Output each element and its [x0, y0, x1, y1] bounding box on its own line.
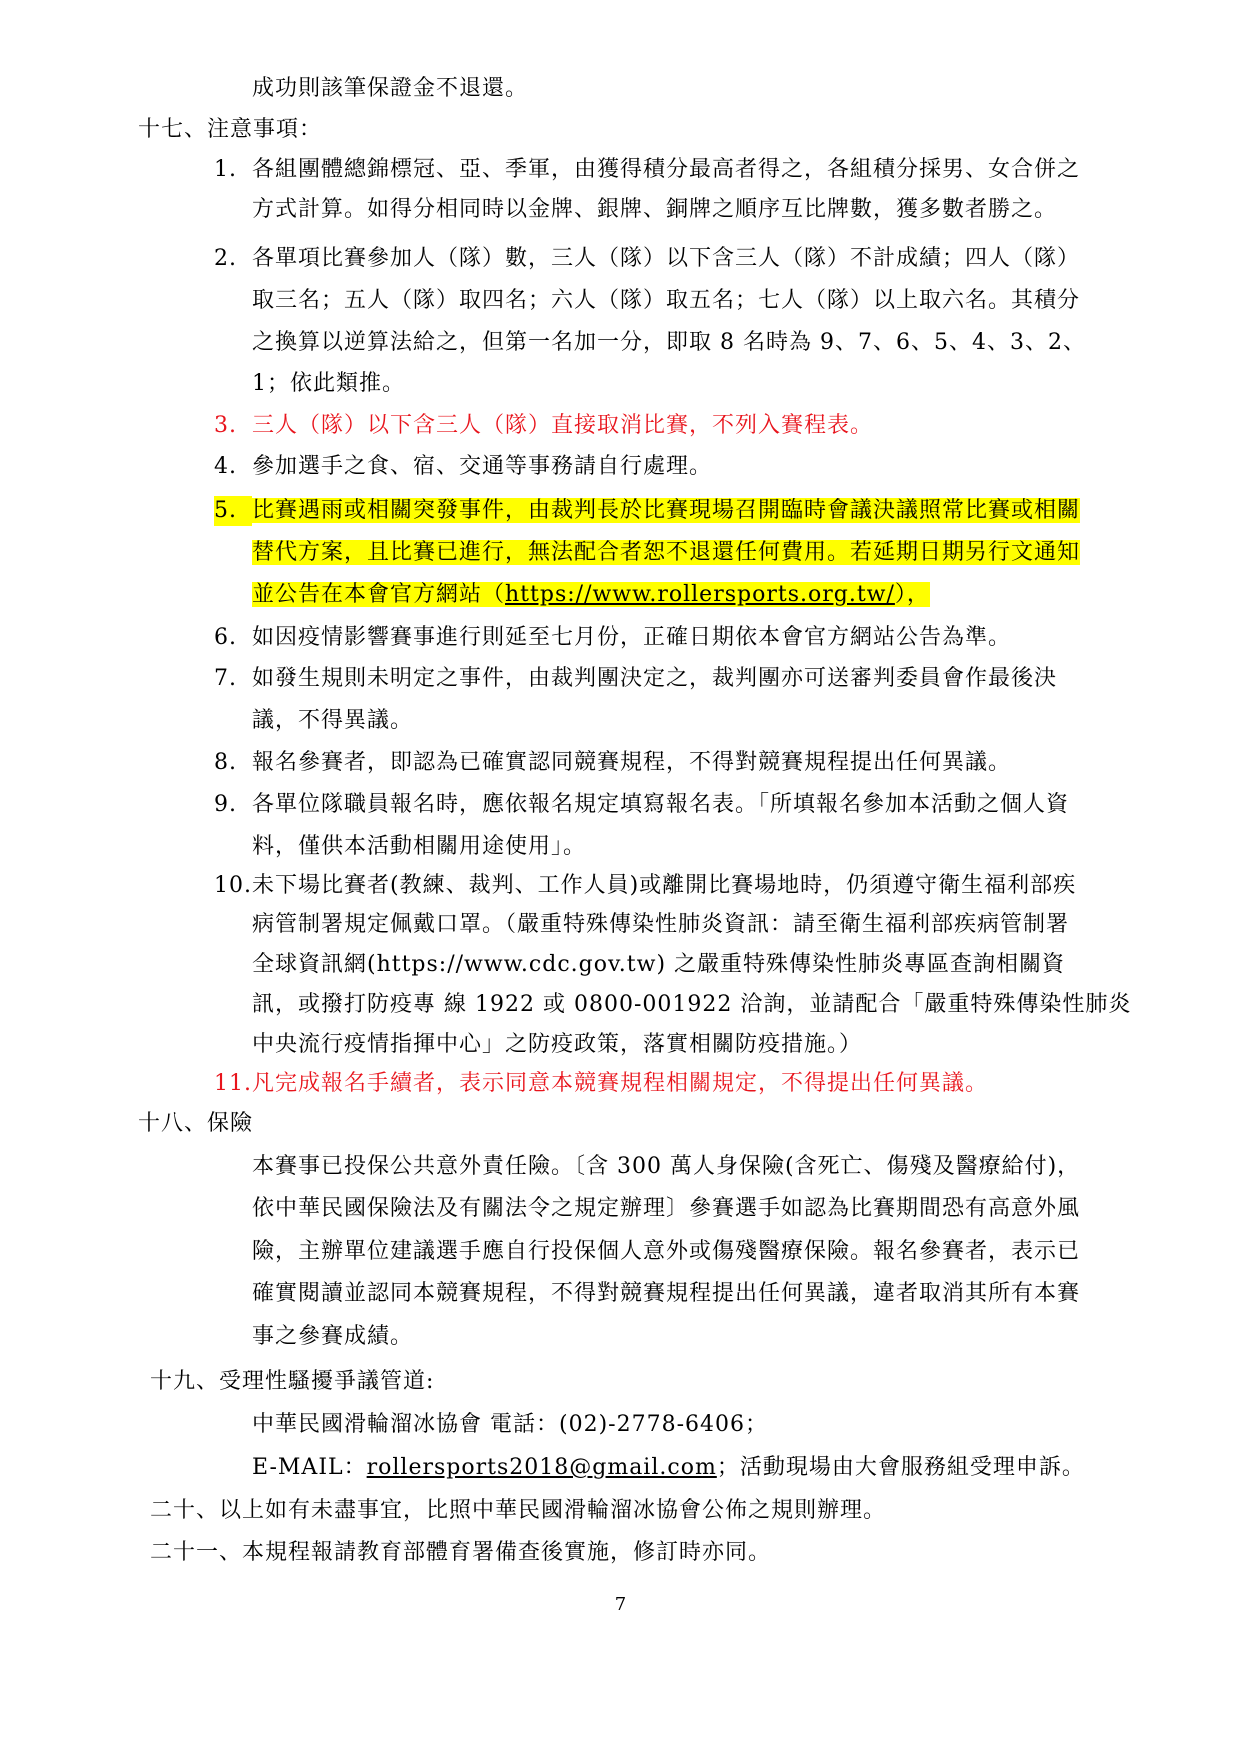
carry-over-line: 成功則該筆保證金不退還。	[252, 76, 529, 101]
item-number: 2.	[214, 246, 237, 271]
item-9	[214, 790, 1069, 820]
item-text: 未下場比賽者(教練、裁判、工作人員)或離開比賽場地時，仍須遵守衛生福利部疾	[252, 873, 1077, 898]
item-text: 如因疫情影響賽事進行則延至七月份，正確日期依本會官方網站公告為準。	[252, 625, 1012, 650]
item-text: 比賽遇雨或相關突發事件，由裁判長於比賽現場召開臨時會議決議照常比賽或相關	[252, 498, 1081, 523]
item-text: 方式計算。如得分相同時以金牌、銀牌、銅牌之順序互比牌數，獲多數者勝之。	[252, 197, 1058, 222]
email-link[interactable]: rollersports2018@gmail.com	[366, 1455, 717, 1480]
item-5	[214, 496, 1080, 526]
paragraph-line: 依中華民國保險法及有關法令之規定辦理〕參賽選手如認為比賽期間恐有高意外風	[252, 1196, 1081, 1221]
item-text: 各組團體總錦標冠、亞、季軍，由獲得積分最高者得之，各組積分採男、女合併之	[252, 157, 1081, 182]
item-10	[214, 871, 1076, 901]
item-number: 9.	[214, 792, 237, 817]
item-number: 5.	[214, 496, 252, 526]
paragraph-line: 確實閱讀並認同本競賽規程，不得對競賽規程提出任何異議，違者取消其所有本賽	[252, 1281, 1081, 1306]
item-text: 料，僅供本活動相關用途使用」。	[252, 834, 587, 859]
item-text: 報名參賽者，即認為已確實認同競賽規程，不得對競賽規程提出任何異議。	[252, 750, 1012, 775]
item-1	[214, 155, 1080, 185]
item-text: 三人（隊）以下含三人（隊）直接取消比賽，不列入賽程表。	[252, 413, 874, 438]
item-text: 各單項比賽參加人（隊）數，三人（隊）以下含三人（隊）不計成績；四人（隊）	[252, 246, 1081, 271]
section-18-title: 十八、保險	[138, 1111, 254, 1136]
item-text: 參加選手之食、宿、交通等事務請自行處理。	[252, 454, 713, 479]
section-20: 二十、以上如有未盡事宜，比照中華民國滑輪溜冰協會公佈之規則辦理。	[150, 1498, 887, 1523]
item-8	[214, 748, 1011, 778]
item-text: 病管制署規定佩戴口罩。（嚴重特殊傳染性肺炎資訊：請至衛生福利部疾病管制署	[252, 912, 1070, 937]
email-suffix: ；活動現場由大會服務組受理申訴。	[716, 1455, 1085, 1480]
item-text: 1；依此類推。	[252, 371, 405, 396]
item-number: 8.	[214, 750, 237, 775]
item-text: 之換算以逆算法給之，但第一名加一分，即取 8 名時為 9、7、6、5、4、3、2、	[252, 330, 1086, 355]
item-11	[214, 1069, 988, 1099]
item-number: 4.	[214, 454, 237, 479]
paragraph-line: 險，主辦單位建議選手應自行投保個人意外或傷殘醫療保險。報名參賽者，表示已	[252, 1239, 1081, 1264]
item-number: 1.	[214, 157, 237, 182]
item-7	[214, 664, 1057, 694]
item-number: 3.	[214, 413, 237, 438]
item-number: 7.	[214, 666, 237, 691]
item-4	[214, 452, 712, 482]
item-number: 11.	[214, 1071, 252, 1096]
email-label: E-MAIL：	[252, 1455, 367, 1480]
item-5-line-3	[252, 580, 930, 610]
section-19-title: 十九、受理性騷擾爭議管道:	[150, 1369, 435, 1394]
item-number: 6.	[214, 625, 237, 650]
item-6	[214, 623, 1011, 653]
page-number: 7	[614, 1594, 627, 1615]
item-text: 訊，或撥打防疫專 線 1922 或 0800-001922 洽詢，並請配合「嚴重特殊傳染性肺炎	[252, 992, 1132, 1017]
item-text: 如發生規則未明定之事件，由裁判團決定之，裁判團亦可送審判委員會作最後決	[252, 666, 1058, 691]
item-text: 議，不得異議。	[252, 708, 414, 733]
item-3	[214, 411, 873, 441]
item-2	[214, 244, 1080, 274]
paragraph-line: 事之參賽成績。	[252, 1324, 414, 1349]
website-link[interactable]: https://www.rollersports.org.tw/	[505, 582, 895, 607]
phone-line: 中華民國滑輪溜冰協會 電話：(02)-2778-6406；	[252, 1412, 768, 1437]
item-text: 凡完成報名手續者，表示同意本競賽規程相關規定，不得提出任何異議。	[252, 1071, 989, 1096]
section-17-title: 十七、注意事項：	[138, 117, 323, 142]
item-text: ），	[894, 582, 930, 607]
paragraph-line: 本賽事已投保公共意外責任險。〔含 300 萬人身保險(含死亡、傷殘及醫療給付)，	[252, 1154, 1081, 1179]
item-number: 10.	[214, 873, 252, 898]
item-text: 全球資訊網(https://www.cdc.gov.tw) 之嚴重特殊傳染性肺炎專區查詢相關資	[252, 952, 1066, 977]
item-text: 取三名；五人（隊）取四名；六人（隊）取五名；七人（隊）以上取六名。其積分	[252, 288, 1081, 313]
item-text: 並公告在本會官方網站（	[252, 582, 506, 607]
email-line	[252, 1453, 1085, 1483]
item-5-line-2	[252, 538, 1080, 568]
section-21: 二十一、本規程報請教育部體育署備查後實施，修訂時亦同。	[150, 1540, 772, 1565]
item-text: 中央流行疫情指揮中心」之防疫政策，落實相關防疫措施。）	[252, 1032, 863, 1057]
item-text: 各單位隊職員報名時，應依報名規定填寫報名表。「所填報名參加本活動之個人資	[252, 792, 1070, 817]
item-text: 替代方案，且比賽已進行，無法配合者恕不退還任何費用。若延期日期另行文通知	[252, 540, 1081, 565]
